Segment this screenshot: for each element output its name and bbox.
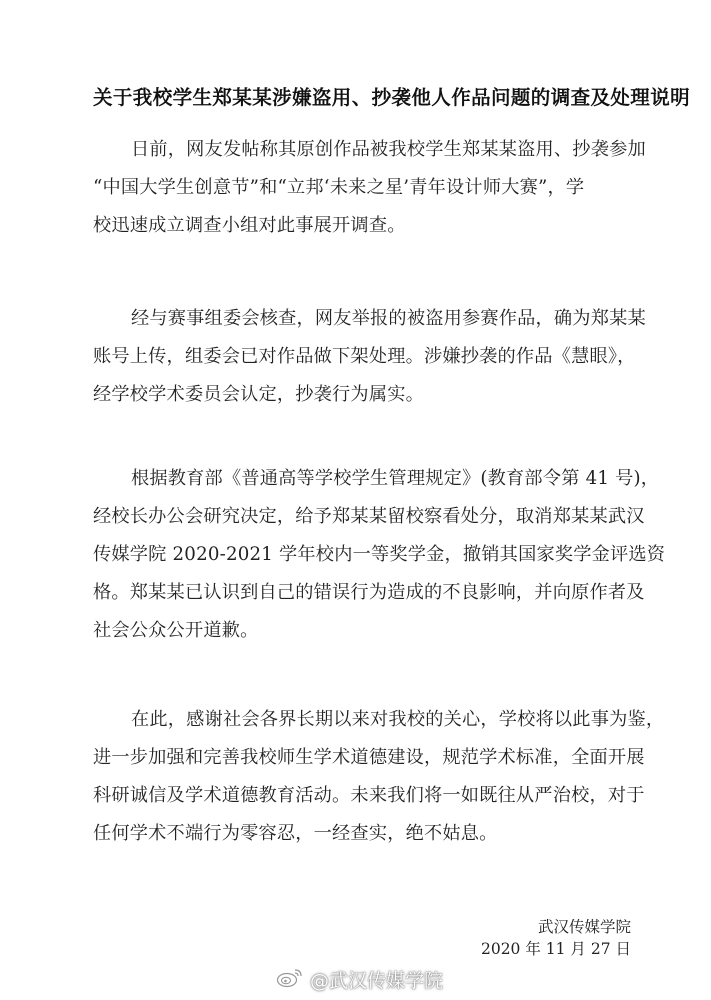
paragraph-line: 社会公众公开道歉。 xyxy=(93,620,259,641)
paragraph-4 xyxy=(93,701,665,853)
paragraph-line: 传媒学院 2020-2021 学年校内一等奖学金，撤销其国家奖学金评选资 xyxy=(93,544,666,565)
paragraph-line: 日前，网友发帖称其原创作品被我校学生郑某某盗用、抄袭参加 xyxy=(131,139,646,160)
paragraph-line: 在此，感谢社会各界长期以来对我校的关心，学校将以此事为鉴， xyxy=(131,709,665,730)
paragraph-line: 进一步加强和完善我校师生学术道德建设，规范学术标准，全面开展 xyxy=(93,747,645,768)
paragraph-line: 经学校学术委员会认定，抄袭行为属实。 xyxy=(93,384,424,405)
paragraph-line: 经与赛事组委会核查，网友举报的被盗用参赛作品，确为郑某某 xyxy=(131,308,646,329)
weibo-watermark xyxy=(276,966,443,993)
paragraph-line: 根据教育部《普通高等学校学生管理规定》(教育部令第 41 号)， xyxy=(131,468,660,489)
weibo-icon xyxy=(276,966,304,993)
paragraph-2 xyxy=(93,300,646,414)
paragraph-3 xyxy=(93,460,666,650)
paragraph-line: 科研诚信及学术道德教育活动。未来我们将一如既往从严治校，对于 xyxy=(93,785,645,806)
paragraph-1 xyxy=(93,131,646,245)
document-title: 关于我校学生郑某某涉嫌盗用、抄袭他人作品问题的调查及处理说明 xyxy=(93,86,691,109)
paragraph-line: 账号上传，组委会已对作品做下架处理。涉嫌抄袭的作品《慧眼》， xyxy=(93,346,636,367)
signature-date: 2020 年 11 月 27 日 xyxy=(480,940,631,958)
paragraph-line: “中国大学生创意节”和“立邦‘未来之星’青年设计师大赛”，学 xyxy=(93,177,585,198)
paragraph-line: 经校长办公会研究决定，给予郑某某留校察看处分，取消郑某某武汉 xyxy=(93,506,645,527)
paragraph-line: 校迅速成立调查小组对此事展开调查。 xyxy=(93,215,406,236)
signature-organization: 武汉传媒学院 xyxy=(537,918,631,936)
paragraph-line: 任何学术不端行为零容忍，一经查实，绝不姑息。 xyxy=(93,823,498,844)
signature-block xyxy=(481,916,631,960)
watermark-text: @武汉传媒学院 xyxy=(310,970,444,992)
paragraph-line: 格。郑某某已认识到自己的错误行为造成的不良影响，并向原作者及 xyxy=(93,582,645,603)
